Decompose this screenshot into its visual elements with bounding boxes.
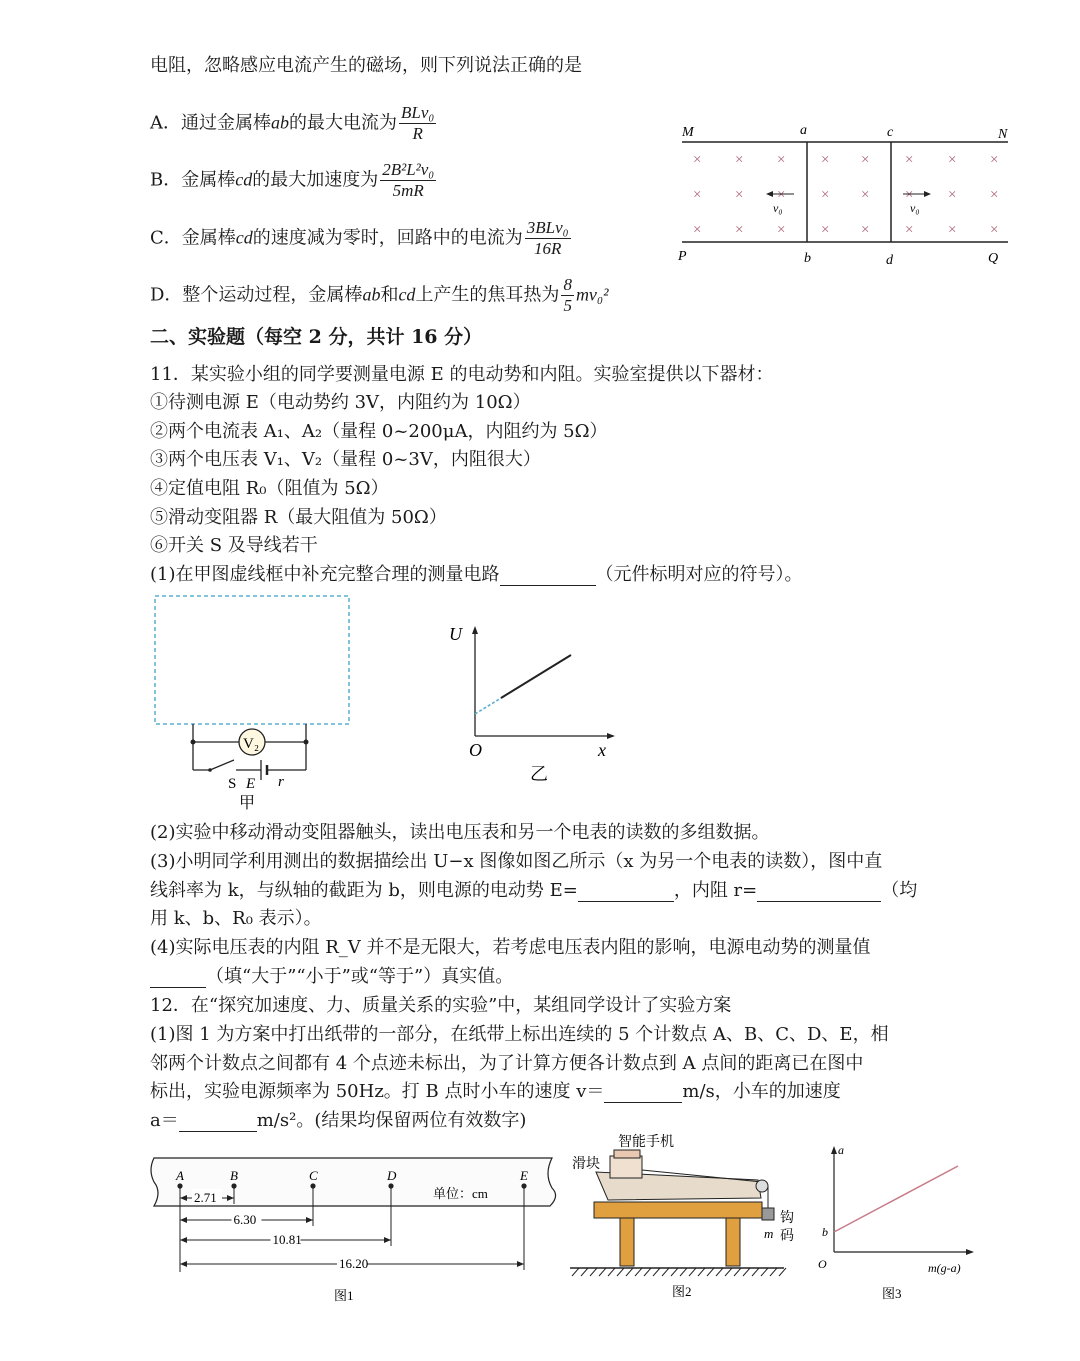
fit-line (834, 1166, 958, 1232)
q11-part3-line1: (3)小明同学利用测出的数据描绘出 U−x 图像如图乙所示（x 为另一个电表的读数），图中直 (150, 851, 883, 872)
fraction-den: R (412, 124, 423, 143)
answer-blank[interactable] (500, 567, 596, 586)
switch-s (210, 760, 234, 770)
table-leg-left (620, 1218, 634, 1266)
field-cross-mark: × (735, 187, 744, 203)
field-cross-mark: × (693, 152, 702, 168)
dashed-box (155, 596, 349, 724)
fraction-num: 2B²L²v₀ (382, 160, 435, 179)
label-P: P (678, 249, 687, 264)
fraction-num: 3BLv₀ (526, 218, 569, 237)
q10-option-d (150, 275, 609, 316)
option-c-fraction (525, 218, 571, 259)
q11-part3-line2 (150, 880, 917, 902)
answer-blank-a[interactable] (179, 1113, 257, 1132)
part4-text: （填“大于”“小于”或“等于”）真实值。 (206, 966, 514, 987)
origin-label: O (818, 1257, 827, 1271)
phone-block (614, 1150, 640, 1158)
point-label-B: B (230, 1168, 238, 1183)
field-cross-mark: × (861, 222, 870, 238)
q11-item-2: ②两个电流表 A₁、A₂（量程 0~200μA，内阻约为 5Ω） (150, 421, 608, 442)
option-d-fraction (561, 275, 574, 316)
field-cross-mark: × (990, 187, 999, 203)
part3-text-a: 线斜率为 k，与纵轴的截距为 b，则电源的电动势 E= (150, 880, 578, 901)
field-cross-mark: × (821, 222, 830, 238)
answer-blank-r[interactable] (757, 883, 881, 902)
table-leg-right (726, 1218, 740, 1266)
option-a-var: ab (271, 112, 289, 133)
q11-part4-line2 (150, 966, 513, 988)
part1-tail: （元件标明对应的符号）。 (595, 564, 803, 585)
q11-intro: 11．某实验小组的同学要测量电源 E 的电动势和内阻。实验室提供以下器材： (150, 364, 774, 385)
part1-text: (1)在甲图虚线框中补充完整合理的测量电路 (150, 564, 500, 585)
pulley (756, 1180, 768, 1192)
q11-item-3: ③两个电压表 V₁、V₂（量程 0~3V，内阻很大） (150, 449, 541, 470)
option-d-var1: ab (362, 284, 381, 305)
field-cross-mark: × (948, 187, 957, 203)
phone-label: 智能手机 (618, 1135, 674, 1150)
hanging-weight (762, 1208, 774, 1220)
field-cross-mark: × (861, 187, 870, 203)
option-a-text2: 的最大电流为 (289, 112, 397, 134)
r-label: r (278, 774, 284, 790)
distance-label: 10.81 (272, 1232, 302, 1247)
fig-yi-caption: 乙 (530, 764, 548, 784)
option-d-var2: cd (398, 284, 416, 305)
point-label-D: D (387, 1168, 397, 1183)
fig2-caption: 图2 (672, 1284, 692, 1299)
q12-intro: 12．在“探究加速度、力、质量关系的实验”中，某组同学设计了实验方案 (150, 995, 732, 1016)
q10-option-c (150, 218, 573, 259)
option-d-tail: mv₀² (575, 284, 609, 305)
q12-line2: 邻两个计数点之间都有 4 个点迹未标出，为了计算方便各计数点到 A 点间的距离已在图中 (150, 1053, 864, 1074)
fraction-den: 16R (533, 239, 562, 258)
option-a-text: A．通过金属棒 (150, 112, 271, 134)
label-c: c (887, 125, 894, 140)
distance-label: 6.30 (233, 1212, 257, 1227)
apparatus-fig2 (566, 1130, 806, 1312)
data-line (501, 655, 571, 698)
option-b-fraction (380, 160, 436, 201)
point-label-A: A (176, 1168, 184, 1183)
q11-item-1: ①待测电源 E（电动势约 3V，内阻约为 10Ω） (150, 392, 531, 413)
field-cross-mark: × (821, 152, 830, 168)
q12-line3 (150, 1081, 841, 1103)
v2-label: V₂ (243, 736, 260, 752)
label-a: a (800, 123, 807, 138)
x-label: m(g-a) (928, 1261, 961, 1275)
option-a-fraction (399, 103, 436, 144)
answer-blank-e[interactable] (578, 883, 674, 902)
q10-option-a (150, 103, 438, 144)
field-cross-mark: × (735, 222, 744, 238)
label-M: M (682, 125, 694, 140)
field-cross-mark: × (905, 222, 914, 238)
option-b-text: B．金属棒 (150, 169, 236, 191)
fraction-den: 5 (563, 296, 572, 315)
ux-graph-yi (435, 618, 620, 788)
q12-text-v: 标出，实验电源频率为 50Hz。打 B 点时小车的速度 v＝ (150, 1081, 605, 1102)
option-b-text2: 的最大加速度为 (252, 169, 379, 191)
q12-text-a-eq: a＝ (150, 1110, 179, 1131)
field-cross-mark: × (990, 222, 999, 238)
origin-label: O (469, 740, 482, 760)
label-d: d (886, 253, 893, 268)
option-d-text: D．整个运动过程，金属棒 (150, 284, 363, 306)
circuit-diagram-jia (148, 588, 368, 813)
q12-line1: (1)图 1 为方案中打出纸带的一部分，在纸带上标出连续的 5 个计数点 A、B、C、D、E，相 (150, 1024, 889, 1045)
rails-field-diagram (670, 120, 1020, 270)
q11-item-4: ④定值电阻 R₀（阻值为 5Ω） (150, 478, 389, 499)
q10-stem: 电阻，忽略感应电流产生的磁场，则下列说法正确的是 (150, 55, 582, 76)
graph-fig3 (810, 1140, 980, 1312)
field-crosses (693, 152, 998, 238)
point-label-C: C (309, 1168, 318, 1183)
q12-line4 (150, 1110, 526, 1132)
option-b-var: cd (235, 169, 253, 190)
field-cross-mark: × (821, 187, 830, 203)
field-cross-mark: × (777, 187, 786, 203)
q11-part1 (150, 564, 803, 586)
label-N: N (998, 127, 1008, 142)
field-cross-mark: × (990, 152, 999, 168)
hook-label-1: 钩 (780, 1211, 794, 1226)
v0-right-label: v₀ (910, 201, 920, 215)
distance-label: 16.20 (339, 1256, 369, 1271)
q12-text-a: m/s，小车的加速度 (682, 1081, 841, 1102)
table-top (594, 1202, 762, 1218)
q12-text-unit: m/s²。(结果均保留两位有效数字) (256, 1110, 527, 1131)
answer-blank-v[interactable] (604, 1084, 682, 1103)
label-b: b (804, 251, 811, 266)
a-label: a (838, 1143, 844, 1157)
ground-hatch (572, 1268, 786, 1276)
part3-text-c: （均 (881, 880, 918, 901)
option-c-var: cd (235, 227, 253, 248)
u-label: U (449, 624, 462, 644)
slider-block (610, 1156, 642, 1178)
field-cross-mark: × (777, 222, 786, 238)
label-Q: Q (988, 251, 999, 266)
q10-option-b (150, 160, 438, 201)
fig-jia-caption: 甲 (239, 795, 256, 812)
fig3-caption: 图3 (882, 1286, 902, 1301)
field-cross-mark: × (693, 222, 702, 238)
answer-blank[interactable] (150, 969, 206, 988)
section-title: 二、实验题（每空 2 分，共计 16 分） (150, 326, 483, 348)
hook-label-2: 码 (780, 1229, 794, 1244)
option-d-text2: 上产生的焦耳热为 (415, 284, 560, 306)
paper-tape-fig1 (146, 1152, 564, 1312)
field-cross-mark: × (693, 187, 702, 203)
fig1-caption: 图1 (334, 1288, 354, 1303)
field-cross-mark: × (905, 187, 914, 203)
point-label-E: E (520, 1168, 528, 1183)
fraction-den: 5mR (392, 181, 424, 200)
v0-left-label: v₀ (773, 201, 783, 215)
q11-part4-line1: (4)实际电压表的内阻 R_V 并不是无限大，若考虑电压表内阻的影响，电源电动势的测量值 (150, 937, 871, 958)
fraction-num: 8 (563, 275, 572, 294)
e-label: E (246, 776, 256, 792)
q11-item-5: ⑤滑动变阻器 R（最大阻值为 50Ω） (150, 507, 447, 528)
field-cross-mark: × (777, 152, 786, 168)
b-label: b (822, 1225, 828, 1239)
x-label: x (598, 740, 606, 760)
mass-label: m (764, 1226, 774, 1241)
option-c-text: C．金属棒 (150, 227, 236, 249)
field-cross-mark: × (948, 152, 957, 168)
q11-item-6: ⑥开关 S 及导线若干 (150, 535, 318, 556)
field-cross-mark: × (735, 152, 744, 168)
field-cross-mark: × (861, 152, 870, 168)
q11-part2: (2)实验中移动滑动变阻器触头，读出电压表和另一个电表的读数的多组数据。 (150, 822, 770, 843)
option-d-and: 和 (380, 284, 399, 306)
slider-label: 滑块 (572, 1157, 600, 1172)
field-cross-mark: × (905, 152, 914, 168)
field-cross-mark: × (948, 222, 957, 238)
distance-label: 2.71 (194, 1190, 217, 1205)
unit-label: 单位：cm (433, 1186, 488, 1201)
s-label: S (228, 776, 237, 792)
option-c-text2: 的速度减为零时，回路中的电流为 (252, 227, 523, 249)
extrapolated-line (475, 698, 501, 714)
fraction-num: BLv₀ (401, 103, 435, 122)
part3-text-b: ，内阻 r= (673, 880, 758, 901)
q11-part3-line3: 用 k、b、R₀ 表示）。 (150, 908, 322, 929)
